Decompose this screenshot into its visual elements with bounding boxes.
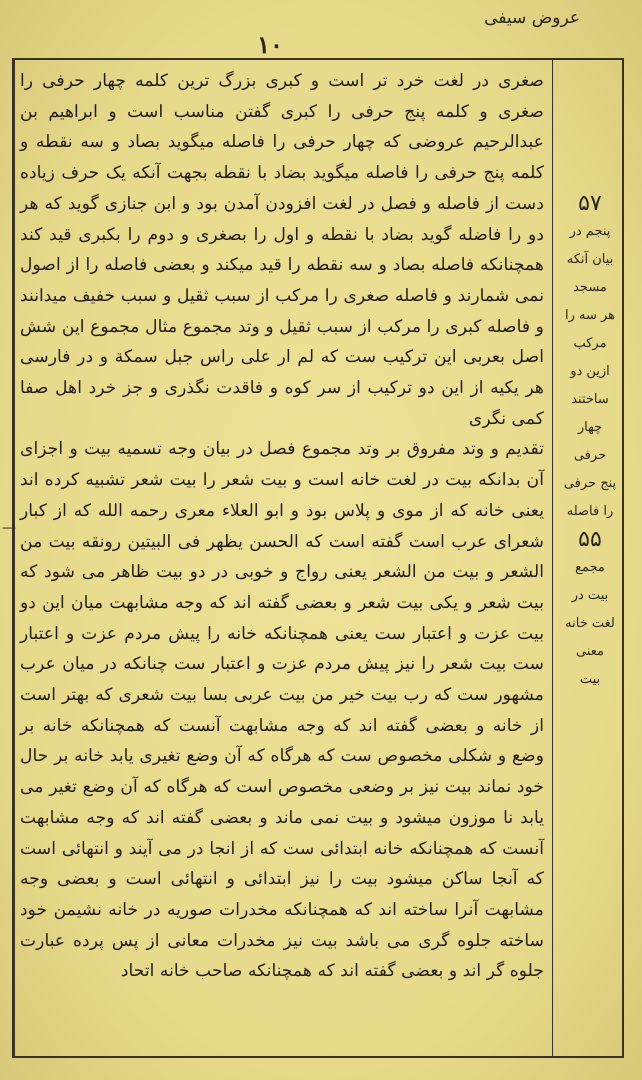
margin-note: لغت خانه (565, 616, 615, 631)
body-paragraph-1: صغری در لغت خرد تر است و کبری بزرگ ترین کلمه چهار حرفی را صغری و کلمه پنج حرفی را کبری گفتن مناسب است و ابراهیم بن عبدالرحیم عروضی که چهار حرفی را فاصله میگوید بصاد و سه نقطه و کلمه پنج حرفی را فاصله میگوید بضاد با نقطه بجهت آنکه یک حرف زیاده دست از فاصله و فصل در لغت افزودن آمدن بود و ابن جنازی گوید که هر دو را فاضله گوید بضاد با نقطه و اول را بصغری و دوم را بکبری قید کند همچنانکه فاصله بصاد و سه نقطه را قید میکند و بعضی فاصله را از اصول نمی شمارند و فاصله صغری را مرکب از سبب ثقیل و سبب خفیف میدانند و فاصله کبری را مرکب از سبب ثقیل و وتد مجموع مثال مجموع این شش اصل بعربی این ترکیب ست که لم ار علی راس جبل سمکة و در فارسی هر یکیه از این دو ترکیب از سر کوه و فاقدت نگذری و جز خرد اهل صفا کمی نگری (20, 71, 544, 429)
margin-note: مسجد (573, 280, 607, 295)
margin-note: بیت (579, 672, 601, 687)
main-text-block (20, 66, 544, 1050)
margin-note: پنجم در (569, 224, 611, 239)
margin-note: چهار حرفی (573, 420, 607, 463)
margin-divider-rule (552, 58, 553, 1058)
margin-note: ۵۷ (578, 191, 602, 216)
left-inner-rule (14, 60, 15, 1056)
margin-note: هر سه را (564, 308, 616, 323)
running-header-title: عروض سیفی (484, 8, 580, 28)
margin-note: پنج حرفی (563, 476, 617, 491)
margin-note: مجمع (575, 560, 605, 575)
margin-note: را فاصله (566, 504, 614, 519)
margin-note: ۵۵ (578, 527, 602, 552)
margin-note: بیت در (571, 588, 609, 603)
margin-note: ازین دو (570, 364, 610, 379)
margin-annotations (560, 190, 620, 890)
page-number: ۱۰ (257, 30, 283, 59)
margin-note: معنی (576, 644, 604, 659)
margin-note: مرکب (573, 336, 607, 351)
body-paragraph-2: تقدیم و وتد مفروق بر وتد مجموع فصل در بیان وجه تسمیه بیت و اجزای آن بدانکه بیت در لغت خانه است و بیت شعر را بیت شعر تشبیه کرده اند یعنی خانه که از موی و پلاس بود و ابو العلاء معری رحمه الله که از کبار شعرای عرب است گفته است که الحسن یظهر فی البیتین رونقه بیت من الشعر و بیت من الشعر یعنی رواج و خوبی در دو بیت ظاهر می شود که بیت شعر و یکی بیت شعر و بعضی گفته اند که وجه مشابهت میان این دو بیت عزت و اعتبار ست یعنی همچنانکه خانه را پیش مردم عزت و اعتبار ست بیت شعر را نیز پیش مردم عزت و اعتبار ست چنانکه در میان عرب مشهور ست که رب بیت خیر من بیت عربی بسا بیت شعری که بهتر است از خانه و بعضی گفته اند که وجه مشابهت آنست که همچنانکه خانه بر وضع و شکلی مخصوص ست که هرگاه که آن وضع تغیری یابد خانه بر حال خود نماند بیت نیز بر وضعی مخصوص است که هرگاه که آن وضع تغیر می یابد نا موزون میشود و بیت نمی ماند و بعضی گفته اند که وجه مشابهت آنست که همچنانکه خانه ابتدائی ست که از انجا در می آیند و انتهائی است که آنجا ساکن میشود بیت را نیز ابتدائی و انتهائی است و بعضی وجه مشابهت آنرا ساخته اند که همچنانکه مخدرات صوریه در خانه نشیمن خود ساخته جلوه گری می باشد بیت نیز مخدرات معانی از پس پرده عبارت جلوه گر اند و بعضی گفته اند که همچنانکه صاحب خانه اتحاد (20, 439, 544, 982)
margin-note: بیان آنکه (566, 252, 614, 267)
margin-note: ساختند (571, 392, 609, 407)
left-margin-mark: — (2, 520, 16, 536)
